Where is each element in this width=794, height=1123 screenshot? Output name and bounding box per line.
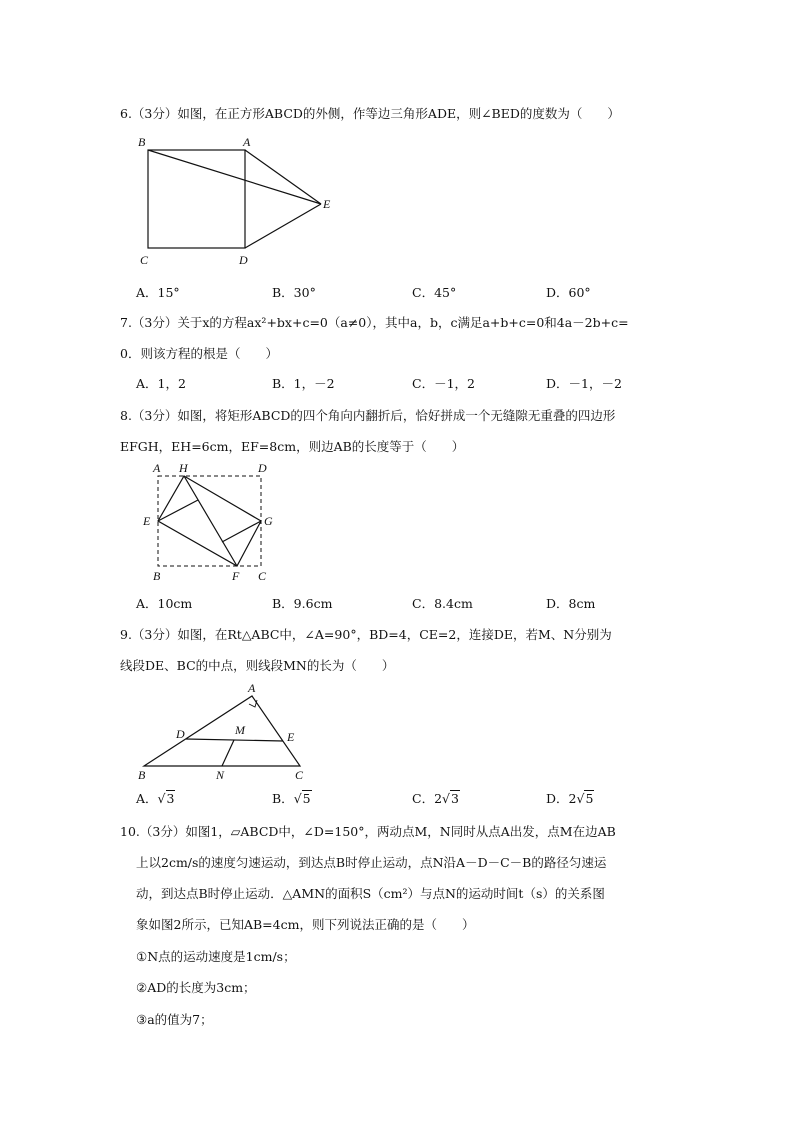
q9-label-b: B [138, 768, 146, 782]
q9-option-d-coef: 2 [568, 791, 577, 806]
q8-diagonal-hf [184, 476, 237, 566]
q8-option-a[interactable]: A．10cm [136, 596, 193, 611]
q6-option-d[interactable]: D．60° [546, 285, 591, 300]
q10-statement-2: ②AD的长度为3cm； [136, 980, 256, 995]
q9-label-m: M [235, 723, 245, 737]
q9-stem-line2: 线段DE、BC的中点，则线段MN的长为（ ） [120, 658, 395, 673]
q10-statement-1: ①N点的运动速度是1cm/s； [136, 949, 296, 964]
q8-rectangle-abcd [158, 476, 261, 566]
q6-option-c[interactable]: C．45° [412, 285, 457, 300]
q9-figure [132, 680, 322, 782]
q8-label-d: D [258, 461, 267, 475]
q6-segment-be [148, 150, 321, 204]
q6-segment-ae [245, 150, 321, 204]
q8-option-c[interactable]: C．8.4cm [412, 596, 473, 611]
q6-label-c: C [140, 253, 149, 267]
q9-option-d-prefix: D． [546, 791, 569, 806]
q6-option-a[interactable]: A．15° [136, 285, 180, 300]
q9-option-c-prefix: C． [412, 791, 435, 806]
q8-option-b[interactable]: B．9.6cm [272, 596, 333, 611]
q7-option-d[interactable]: D．－1，－2 [546, 376, 622, 391]
q9-option-d-sqrt: √5 [576, 791, 594, 806]
q8-option-d[interactable]: D．8cm [546, 596, 596, 611]
q7-option-b[interactable]: B．1，－2 [272, 376, 335, 391]
q9-label-d: D [176, 727, 185, 741]
q9-option-c[interactable] [412, 789, 460, 807]
q8-label-f: F [232, 569, 240, 583]
q9-label-a: A [248, 681, 256, 695]
q6-label-e: E [323, 197, 331, 211]
q10-stem-line4: 象如图2所示，已知AB=4cm，则下列说法正确的是（ ） [136, 917, 475, 932]
q9-option-c-sqrt: √3 [442, 791, 459, 806]
q10-stem-line1: 10.（3分）如图1，▱ABCD中，∠D=150°，两动点M，N同时从点A出发，点M在边AB [120, 824, 616, 839]
q9-segment-mn [222, 740, 234, 766]
q9-option-c-radicand: 3 [451, 791, 459, 806]
q7-stem-line1: 7.（3分）关于x的方程ax²+bx+c=0（a≠0），其中a，b，c满足a+b+c=0和4a－2b+c= [120, 315, 629, 330]
q8-label-e: E [143, 514, 151, 528]
q8-label-c: C [258, 569, 267, 583]
q6-option-b[interactable]: B．30° [272, 285, 316, 300]
q8-quadrilateral-efgh [158, 476, 261, 566]
q9-label-n: N [216, 768, 225, 782]
q9-option-a-sqrt: √3 [157, 791, 175, 806]
q10-stem-line2: 上以2cm/s的速度匀速运动，到达点B时停止运动，点N沿A－D－C－B的路径匀速运 [136, 855, 607, 870]
q8-label-h: H [179, 461, 188, 475]
q9-option-a[interactable] [136, 789, 175, 807]
q9-label-c: C [295, 768, 304, 782]
q10-statement-3: ③a的值为7； [136, 1012, 213, 1027]
q8-label-g: G [264, 514, 273, 528]
q9-label-e: E [287, 730, 295, 744]
q6-figure [135, 132, 340, 270]
q7-stem-line2: 0．则该方程的根是（ ） [120, 346, 278, 361]
q9-option-b-prefix: B． [272, 791, 294, 806]
q8-stem-line1: 8.（3分）如图，将矩形ABCD的四个角向内翻折后，恰好拼成一个无缝隙无重叠的四边形 [120, 408, 616, 423]
q6-segment-de [245, 204, 321, 248]
q9-triangle-abc [144, 696, 300, 766]
q6-label-b: B [138, 135, 146, 149]
q6-stem: 6.（3分）如图，在正方形ABCD的外侧，作等边三角形ADE，则∠BED的度数为（ ） [120, 106, 620, 121]
q8-stem-line2: EFGH，EH=6cm，EF=8cm，则边AB的长度等于（ ） [120, 439, 465, 454]
q10-stem-line3: 动，到达点B时停止运动．△AMN的面积S（cm²）与点N的运动时间t（s）的关系图 [136, 886, 605, 901]
q9-option-c-coef: 2 [434, 791, 443, 806]
q8-figure [140, 458, 280, 588]
q9-segment-de [186, 739, 283, 741]
q9-option-d[interactable] [546, 789, 594, 807]
q9-option-b[interactable] [272, 789, 312, 807]
q9-option-a-prefix: A． [136, 791, 158, 806]
q8-label-b: B [153, 569, 161, 583]
q9-option-a-radicand: 3 [166, 791, 175, 806]
q6-label-d: D [239, 253, 248, 267]
q6-label-a: A [243, 135, 251, 149]
q9-option-b-radicand: 5 [302, 791, 311, 806]
q8-label-a: A [153, 461, 161, 475]
q7-option-a[interactable]: A．1，2 [136, 376, 186, 391]
q9-option-d-radicand: 5 [585, 791, 594, 806]
q7-option-c[interactable]: C．－1，2 [412, 376, 475, 391]
q9-stem-line1: 9.（3分）如图，在Rt△ABC中，∠A=90°，BD=4，CE=2，连接DE，若M、N分别为 [120, 627, 612, 642]
q9-option-b-sqrt: √5 [293, 791, 311, 806]
